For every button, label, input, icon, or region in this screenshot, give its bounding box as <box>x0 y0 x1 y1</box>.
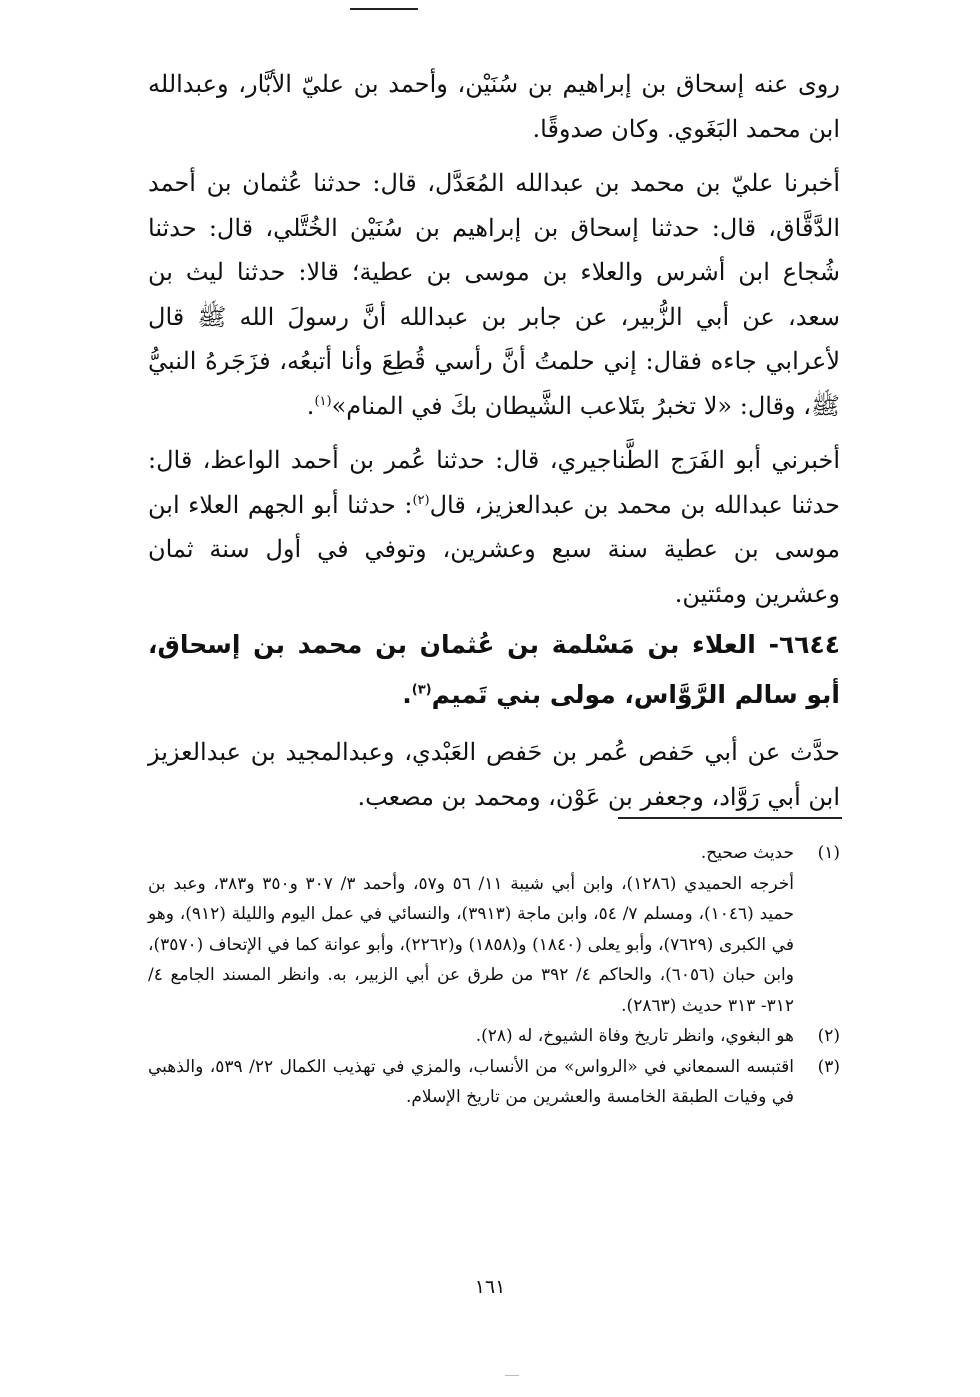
footnotes <box>148 838 840 1113</box>
footnote-body <box>148 838 794 1021</box>
paragraph-text: أخبرنا عليّ بن محمد بن عبدالله المُعَدَّل، قال: حدثنا عُثمان بن أحمد الدَّقَّاق، قال: حدثنا إسحاق بن إبراهيم بن سُنَيْن الخُتَّلي، قال: حدثنا شُجاع ابن أشرس والعلاء بن موسى بن عطية؛ قالا: حدثنا ليث بن سعد، عن أبي الزُّبير، عن جابر بن عبدالله أنَّ رسولَ الله ﷺ قال لأعرابي جاءه فقال: إني حلمتُ أنَّ رأسي قُطِعَ وأنا أتبعُه، فزَجَرهُ النبيُّ ﷺ، وقال: «لا تخبرُ بتَلاعب الشَّيطان بكَ في المنام» <box>148 169 840 420</box>
footnote <box>148 1052 840 1113</box>
footnote <box>148 838 840 1021</box>
main-text <box>148 62 840 819</box>
footnote-line: أخرجه الحميدي (١٢٨٦)، وابن أبي شيبة ١١/ ٥٦ و٥٧، وأحمد ٣/ ٣٠٧ و٣٥٠ و٣٨٣، وعبد بن حميد (١٠٤٦)، ومسلم ٧/ ٥٤، وابن ماجة (٣٩١٣)، والنسائي في عمل اليوم والليلة (٩١٢)، وهو في الكبرى (٧٦٢٩)، وأبو يعلى (١٨٤٠) و(١٨٥٨) و(٢٢٦٢)، وأبو عوانة كما في الإتحاف (٣٥٧٠)، وابن حبان (٦٠٥٦)، والحاكم ٤/ ٣٩٢ من طرق عن أبي الزبير، به. وانظر المسند الجامع ٤/ ٣١٢- ٣١٣ حديث (٢٨٦٣). <box>148 873 794 1016</box>
punctuation: . <box>306 391 315 420</box>
entry-text: ٦٦٤٤- العلاء بن مَسْلمة بن عُثمان بن محمد بن إسحاق، أبو سالم الرَّوَّاس، مولى بني تَميم <box>148 630 840 709</box>
entry-heading <box>148 620 840 720</box>
footnote-number: (١) <box>817 843 840 863</box>
paragraph-text: أخبرني أبو الفَرَج الطَّناجيري، قال: حدثنا عُمر بن أحمد الواعظ، قال: حدثنا عبدالله بن محمد بن عبدالعزيز، قال <box>148 446 841 519</box>
footnote-ref: (١) <box>314 393 332 409</box>
footnote-number: (٢) <box>817 1026 840 1046</box>
paragraph <box>148 438 840 616</box>
paragraph-text: : حدثنا أبو الجهم العلاء ابن موسى بن عطية سنة سبع وعشرين، وتوفي في أول سنة ثمان وعشرين ومئتين. <box>148 490 840 608</box>
page-number: ١٦١ <box>474 1276 506 1298</box>
paragraph <box>148 161 840 428</box>
footnote-body <box>148 1021 794 1052</box>
top-rule <box>350 8 418 10</box>
footnote <box>148 1021 840 1052</box>
punctuation: . <box>402 680 412 709</box>
footnote-body <box>148 1052 794 1113</box>
scan-mark <box>505 1375 519 1376</box>
footnote-ref: (٢) <box>412 492 430 508</box>
footnote-line: هو البغوي، وانظر تاريخ وفاة الشيوخ، له (٢٨). <box>475 1026 794 1046</box>
footnote-ref: (٣) <box>411 682 432 698</box>
footnote-separator <box>618 817 842 819</box>
paragraph: روى عنه إسحاق بن إبراهيم بن سُنَيْن، وأحمد بن عليّ الأبَّار، وعبدالله ابن محمد البَغَوي. وكان صدوقًا. <box>148 70 840 143</box>
footnote-line: اقتبسه السمعاني في «الرواس» من الأنساب، والمزي في تهذيب الكمال ٢٢/ ٥٣٩، والذهبي في وفيات الطبقة الخامسة والعشرين من تاريخ الإسلام. <box>148 1056 794 1107</box>
footnote-number: (٣) <box>817 1056 840 1077</box>
paragraph: حدَّث عن أبي حَفص عُمر بن حَفص العَبْدي، وعبدالمجيد بن عبدالعزيز ابن أبي رَوَّاد، وجعفر بن عَوْن، ومحمد بن مصعب. <box>148 738 840 811</box>
footnote-line: حديث صحيح. <box>700 843 794 863</box>
